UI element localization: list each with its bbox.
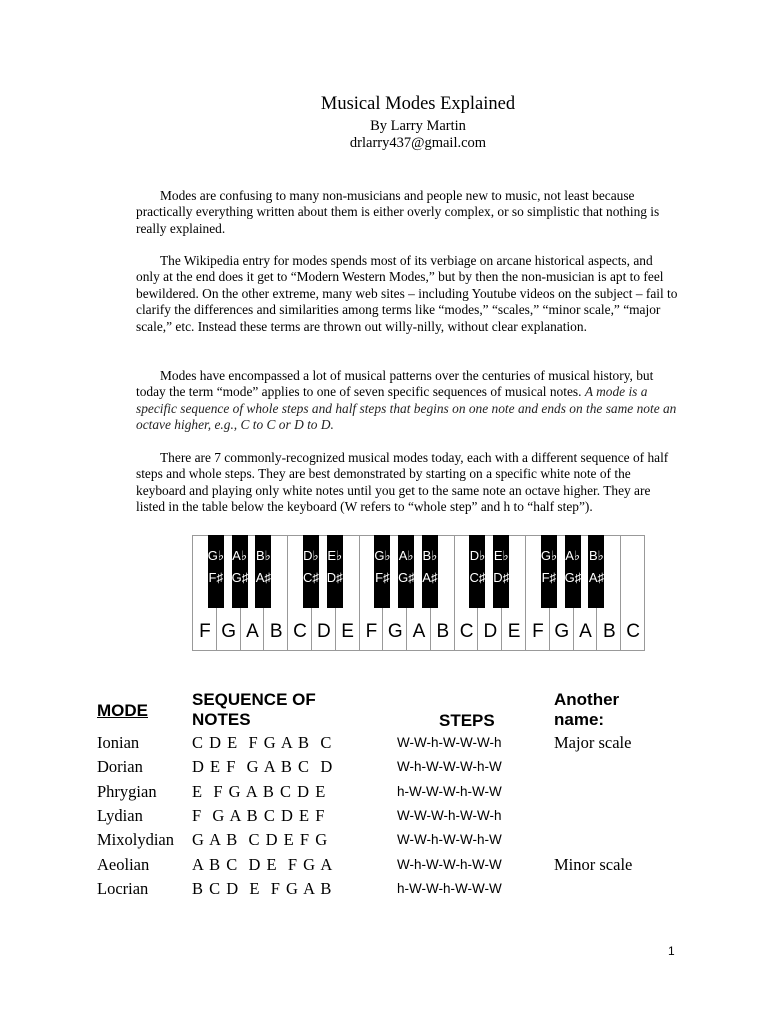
step-pattern: W-h-W-W-W-h-W [397, 759, 502, 775]
step-pattern: W-W-h-W-W-W-h [397, 735, 502, 750]
mode-name: Ionian [97, 733, 140, 752]
white-key-label: B [602, 621, 616, 642]
black-key-sharp-label: F♯ [208, 570, 223, 585]
table-row [0, 879, 768, 903]
black-key-flat-label: D♭ [469, 548, 486, 563]
white-key-label: F [199, 621, 211, 642]
white-key-label: C [626, 621, 640, 642]
paragraph-definition [136, 368, 678, 434]
mode-name: Aeolian [97, 854, 150, 874]
white-key-label: C [293, 621, 307, 642]
step-pattern: W-W-h-W-W-h-W [397, 832, 502, 848]
paragraph-wikipedia: The Wikipedia entry for modes spends most of its verbiage on arcane historical aspects, and only at the end does it get to “Modern Western Modes,” but by then the non-musician is apt to feel bewildered. On the other extreme, many web sites – including Youtube videos on the subject – fail to clarify the differences and similarities among terms like “modes,” “scales,” “minor scale,” “major scale,” etc. Instead these terms are thrown out willy-nilly, without clear explanation. [136, 253, 678, 334]
note-sequence: C D E F G A B C [192, 733, 333, 752]
white-key-label: C [459, 621, 474, 642]
white-key-label: A [412, 621, 426, 642]
black-key-sharp-label: F♯ [541, 570, 557, 585]
table-header-sequence [192, 690, 316, 730]
black-key-flat-label: E♭ [493, 548, 509, 563]
black-key-flat-label: E♭ [327, 548, 343, 563]
black-key-sharp-label: D♯ [493, 570, 510, 585]
note-sequence: B C D E F G A B [192, 878, 333, 898]
black-key [374, 535, 390, 608]
table-row [0, 855, 768, 879]
white-key-label: A [246, 621, 259, 642]
author-email: drlarry437@gmail.com [349, 135, 487, 151]
black-key [398, 535, 414, 608]
document-title: Musical Modes Explained [320, 94, 516, 114]
piano-keyboard-diagram [192, 535, 644, 651]
black-key [541, 535, 557, 608]
black-key [327, 535, 343, 608]
black-key-flat-label: B♭ [589, 548, 604, 563]
white-key-label: B [436, 621, 450, 642]
note-sequence: F G A B C D E F [192, 805, 326, 825]
black-key-sharp-label: G♯ [231, 570, 249, 585]
black-key-flat-label: D♭ [303, 548, 319, 563]
black-key-flat-label: A♭ [398, 548, 414, 563]
table-header-sequence-line2: NOTES [192, 710, 251, 729]
mode-name: Mixolydian [97, 830, 174, 850]
author-line: By Larry Martin [370, 118, 466, 134]
black-key-sharp-label: G♯ [564, 570, 582, 585]
note-sequence: D E F G A B C D [192, 757, 334, 777]
table-row [0, 757, 768, 781]
table-header-mode: MODE [97, 701, 148, 720]
white-key-label: G [221, 621, 237, 642]
white-key-label: G [554, 621, 570, 642]
black-key [565, 535, 581, 608]
step-pattern: W-W-W-h-W-W-h [397, 807, 502, 823]
black-key-sharp-label: D♯ [326, 570, 343, 585]
black-key-sharp-label: F♯ [375, 570, 390, 585]
black-key-flat-label: G♭ [540, 548, 558, 563]
black-key-flat-label: A♭ [565, 548, 581, 563]
mode-name: Phrygian [97, 781, 157, 801]
note-sequence: G A B C D E F G [192, 830, 329, 850]
black-key [208, 535, 224, 608]
table-header-another-name [554, 690, 619, 730]
black-key-sharp-label: A♯ [422, 570, 438, 585]
white-key-label: E [507, 621, 521, 642]
black-key [303, 535, 319, 608]
black-key-sharp-label: C♯ [302, 570, 319, 585]
paragraph-seven-modes: There are 7 commonly-recognized musical modes today, each with a different sequence of half steps and whole steps. They are best demonstrated by starting on a specific white note of the keyboard and playing only white notes until you get to the same note an octave higher. They are listed in the table below the keyboard (W refers to “whole step” and h to “half step”). [136, 450, 669, 515]
black-key [493, 535, 509, 608]
black-key-flat-label: G♭ [374, 548, 391, 563]
black-key-flat-label: B♭ [422, 548, 438, 563]
black-key [469, 535, 485, 608]
alternate-name: Minor scale [554, 854, 633, 874]
white-key-label: D [316, 621, 331, 642]
table-header-name-line1: Another [554, 690, 620, 709]
table-row [0, 830, 768, 854]
black-key-flat-label: B♭ [255, 548, 271, 563]
page-number: 1 [668, 944, 675, 958]
black-key-sharp-label: G♯ [398, 570, 415, 585]
white-key-label: A [579, 621, 592, 642]
black-key-flat-label: G♭ [207, 548, 225, 563]
white-key-label: F [365, 621, 378, 642]
black-key [232, 535, 248, 608]
step-pattern: h-W-W-h-W-W-W [397, 880, 502, 896]
white-key [620, 535, 645, 651]
black-key-sharp-label: A♯ [255, 570, 271, 585]
black-key-sharp-label: C♯ [469, 570, 486, 585]
white-key-label: E [341, 621, 354, 642]
black-key [422, 535, 438, 608]
black-key [588, 535, 604, 608]
white-key-label: G [387, 621, 403, 642]
table-header-sequence-line1: SEQUENCE OF [192, 690, 316, 709]
mode-name: Locrian [97, 878, 149, 898]
note-sequence: E F G A B C D E [192, 781, 327, 801]
paragraph-intro: Modes are confusing to many non-musicians and people new to music, not least because practically everything written about them is either overly complex, or so simplistic that nothing is really explained. [136, 188, 660, 236]
step-pattern: h-W-W-W-h-W-W [397, 783, 502, 799]
note-sequence: A B C D E F G A [192, 854, 334, 874]
white-key-label: D [483, 621, 498, 642]
white-key-label: B [269, 621, 283, 642]
mode-name: Lydian [97, 805, 143, 825]
mode-name: Dorian [97, 757, 143, 777]
table-header-name-line2: name: [554, 710, 605, 729]
black-key-sharp-label: A♯ [588, 570, 604, 585]
table-row [0, 733, 768, 757]
definition-plain-text: Modes have encompassed a lot of musical patterns over the centuries of musical history, but today the term “mode” applies to one of seven specific sequences of musical notes. [136, 368, 654, 400]
black-key [255, 535, 271, 608]
table-row [0, 806, 768, 830]
step-pattern: W-h-W-W-h-W-W [397, 856, 502, 872]
definition-italic-text: A mode is a specific sequence of whole steps and half steps that begins on one note and ends on the same note an octave higher, e.g., C to C or D to D. [136, 384, 677, 433]
alternate-name: Major scale [554, 733, 632, 752]
white-key-label: F [532, 621, 544, 642]
black-key-flat-label: A♭ [232, 548, 247, 563]
table-header-steps: STEPS [439, 711, 495, 730]
table-row [0, 782, 768, 806]
